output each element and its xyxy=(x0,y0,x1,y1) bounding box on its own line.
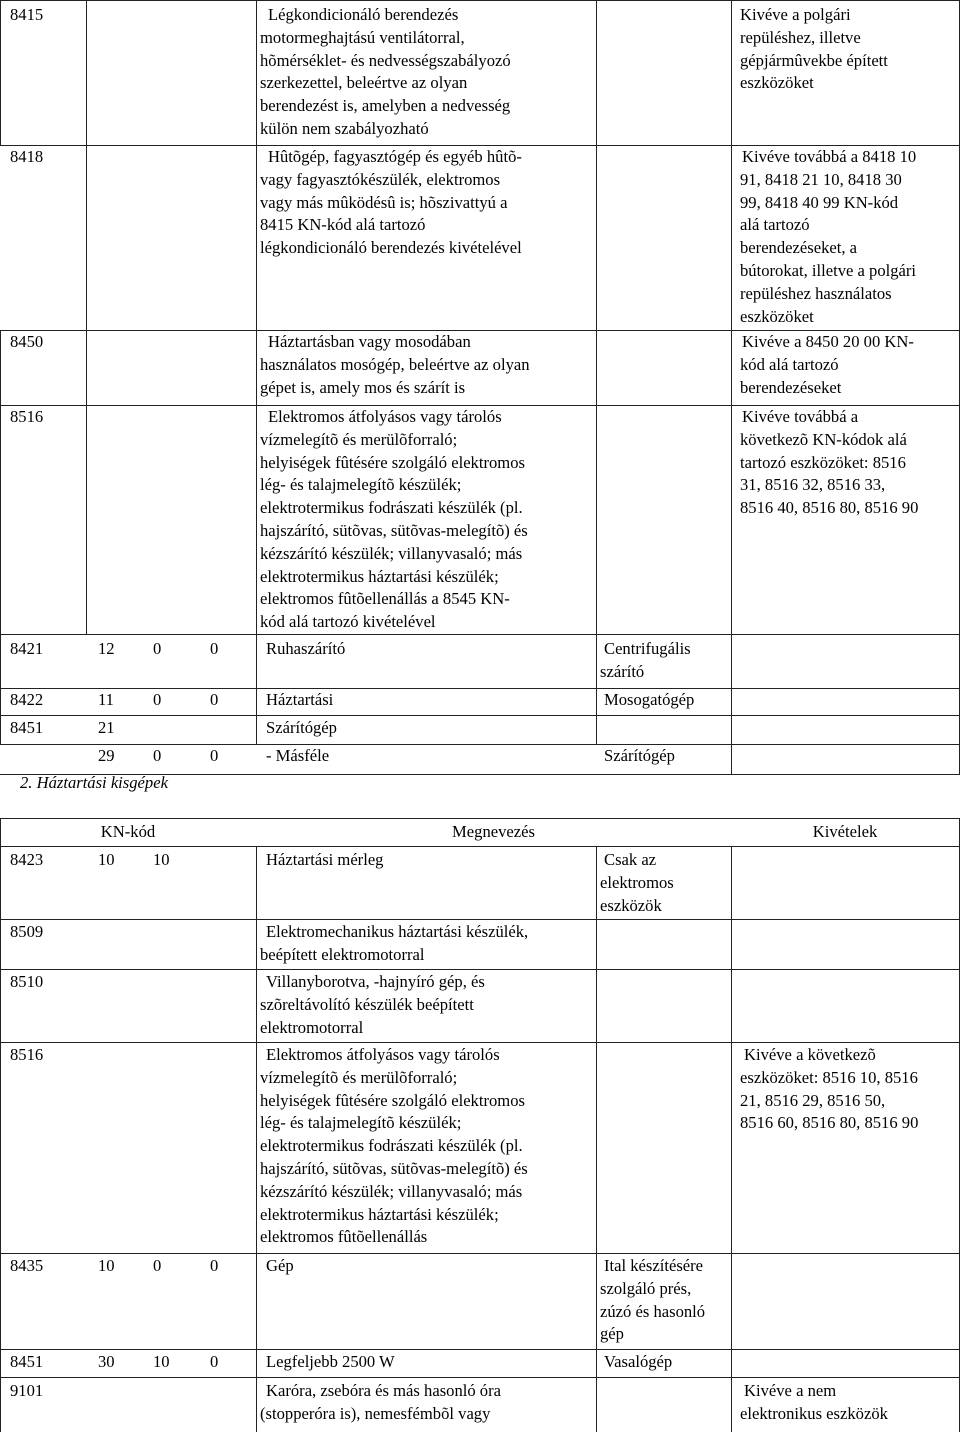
exception-text: Kivéve a következõ eszközöket: 8516 10, 8516 21, 8516 29, 8516 50, 8516 60, 8516 80, 8516 90 xyxy=(740,1045,919,1133)
table-border-top xyxy=(0,818,960,819)
product-description: Háztartási mérleg xyxy=(266,850,384,869)
row-line xyxy=(0,1377,960,1378)
exception-text: Kivéve a 8450 20 00 KN- kód alá tartozó berendezéseket xyxy=(740,332,914,397)
kn-subcode: 0 xyxy=(153,1256,162,1275)
col-line xyxy=(256,0,257,744)
product-name: - Másféle xyxy=(266,746,330,765)
row-line xyxy=(0,1349,960,1350)
kn-subcode: 10 xyxy=(98,1256,115,1275)
kn-subcode: 11 xyxy=(98,690,114,709)
kn-code: 8451 xyxy=(10,1352,44,1371)
kn-code: 8509 xyxy=(10,922,44,941)
kn-code: 8516 xyxy=(10,1045,44,1064)
kn-code: 8451 xyxy=(10,718,44,737)
kn-subcode: 10 xyxy=(153,1352,170,1371)
kn-code: 8421 xyxy=(10,639,44,658)
kn-subcode: 0 xyxy=(210,746,219,765)
col-line xyxy=(0,818,1,1432)
product-description: Háztartásban vagy mosodában használatos mosógép, beleértve az olyan gépet is, amely mos és szárít is xyxy=(260,332,530,397)
kn-subcode: 10 xyxy=(98,850,115,869)
product-subtype: Mosogatógép xyxy=(604,690,695,709)
product-description: Elektromos átfolyásos vagy tárolós vízmelegítõ és merülõforraló; helyiségek fûtésére szolgáló elektromos lég- és talajmelegítõ készülék; elektrotermikus fodrászati készülék (pl. hajszárító, sütõvas, sütõvas-melegítõ) és kézszárító készülék; villanyvasaló; más elektrotermikus háztartási készülék; elektromos fûtõellenállás xyxy=(260,1045,528,1247)
product-description: Karóra, zsebóra és más hasonló óra (stopperóra is), nemesfémbõl vagy xyxy=(260,1381,501,1423)
kn-code: 8450 xyxy=(10,332,44,351)
kn-code: 8418 xyxy=(10,147,44,166)
kn-subcode: 30 xyxy=(98,1352,115,1371)
product-name: Szárítógép xyxy=(266,718,337,737)
header-exceptions: Kivételek xyxy=(812,822,878,841)
kn-code: 8422 xyxy=(10,690,44,709)
kn-subcode: 0 xyxy=(153,690,162,709)
header-name: Megnevezés xyxy=(452,822,535,841)
exception-text: Kivéve a nem elektronikus eszközök xyxy=(740,1381,888,1423)
kn-code: 8510 xyxy=(10,972,44,991)
col-line xyxy=(256,846,257,1432)
product-description: Elektromechanikus háztartási készülék, beépített elektromotorral xyxy=(260,922,529,964)
row-line xyxy=(0,688,960,689)
product-name: Ruhaszárító xyxy=(266,639,346,658)
kn-subcode: 0 xyxy=(153,746,162,765)
col-line xyxy=(0,405,1,634)
kn-code: 8415 xyxy=(10,5,44,24)
kn-subcode: 10 xyxy=(153,850,170,869)
row-line xyxy=(0,1042,960,1043)
col-line xyxy=(596,846,597,1432)
row-line xyxy=(0,846,960,847)
kn-subcode: 29 xyxy=(98,746,115,765)
row-line xyxy=(0,715,960,716)
product-name: Háztartási xyxy=(266,690,334,709)
header-kn-code: KN-kód xyxy=(100,822,156,841)
kn-code: 8516 xyxy=(10,407,44,426)
kn-code: 9101 xyxy=(10,1381,44,1400)
row-line xyxy=(0,744,960,745)
kn-subcode: 0 xyxy=(210,1256,219,1275)
product-description: Villanyborotva, -hajnyíró gép, és szõreltávolító készülék beépített elektromotorral xyxy=(260,972,485,1037)
kn-subcode: 0 xyxy=(210,1352,219,1371)
row-line xyxy=(0,919,960,920)
col-line xyxy=(0,330,1,405)
kn-code: 8423 xyxy=(10,850,44,869)
product-description: Gép xyxy=(266,1256,294,1275)
row-line xyxy=(0,969,960,970)
kn-subcode: 21 xyxy=(98,718,115,737)
col-line xyxy=(0,0,1,145)
section-title: 2. Háztartási kisgépek xyxy=(20,773,168,792)
exception-text: Kivéve a polgári repüléshez, illetve gépjármûvekbe épített eszközöket xyxy=(740,5,888,93)
exception-text: Kivéve továbbá a 8418 10 91, 8418 21 10, 8418 30 99, 8418 40 99 KN-kód alá tartozó berendezéseket, a bútorokat, illetve a polgári repüléshez használatos eszközöket xyxy=(740,147,917,326)
col-line xyxy=(86,0,87,634)
product-subtype: Vasalógép xyxy=(604,1352,673,1371)
kn-code: 8435 xyxy=(10,1256,44,1275)
row-line xyxy=(0,1253,960,1254)
exception-text: Kivéve továbbá a következõ KN-kódok alá tartozó eszközöket: 8516 31, 8516 32, 8516 33, 8516 40, 8516 80, 8516 90 xyxy=(740,407,919,518)
col-line xyxy=(731,0,732,774)
product-subtype: Csak az elektromos eszközök xyxy=(600,850,674,915)
product-description: Hûtõgép, fagyasztógép és egyéb hûtõ- vagy fagyasztókészülék, elektromos vagy más mûködésû is; hõszivattyú a 8415 KN-kód alá tartozó légkondicionáló berendezés kivételével xyxy=(260,147,522,258)
product-description: Legfeljebb 2500 W xyxy=(266,1352,395,1371)
kn-subcode: 0 xyxy=(153,639,162,658)
row-line xyxy=(0,634,960,635)
kn-subcode: 12 xyxy=(98,639,115,658)
product-description: Légkondicionáló berendezés motormeghajtású ventilátorral, hõmérséklet- és nedvességszabályozó szerkezettel, beleértve az olyan berendezést is, amelyben a nedvesség külön nem szabályozható xyxy=(260,5,511,138)
product-subtype: Szárítógép xyxy=(604,746,675,765)
kn-subcode: 0 xyxy=(210,639,219,658)
kn-subcode: 0 xyxy=(210,690,219,709)
product-subtype: Centrifugális szárító xyxy=(600,639,691,681)
table-border-top xyxy=(0,0,960,1)
product-subtype: Ital készítésére szolgáló prés, zúzó és hasonló gép xyxy=(600,1256,706,1344)
product-description: Elektromos átfolyásos vagy tárolós vízmelegítõ és merülõforraló; helyiségek fûtésére szolgáló elektromos lég- és talajmelegítõ készülék; elektrotermikus fodrászati készülék (pl. hajszárító, sütõvas, sütõvas-melegítõ) és kézszárító készülék; villanyvasaló; más elektrotermikus háztartási készülék; elektromos fûtõellenállás a 8545 KN- kód alá tartozó kivételével xyxy=(260,407,528,632)
col-line xyxy=(0,634,1,744)
col-line xyxy=(731,846,732,1432)
col-line xyxy=(596,0,597,744)
